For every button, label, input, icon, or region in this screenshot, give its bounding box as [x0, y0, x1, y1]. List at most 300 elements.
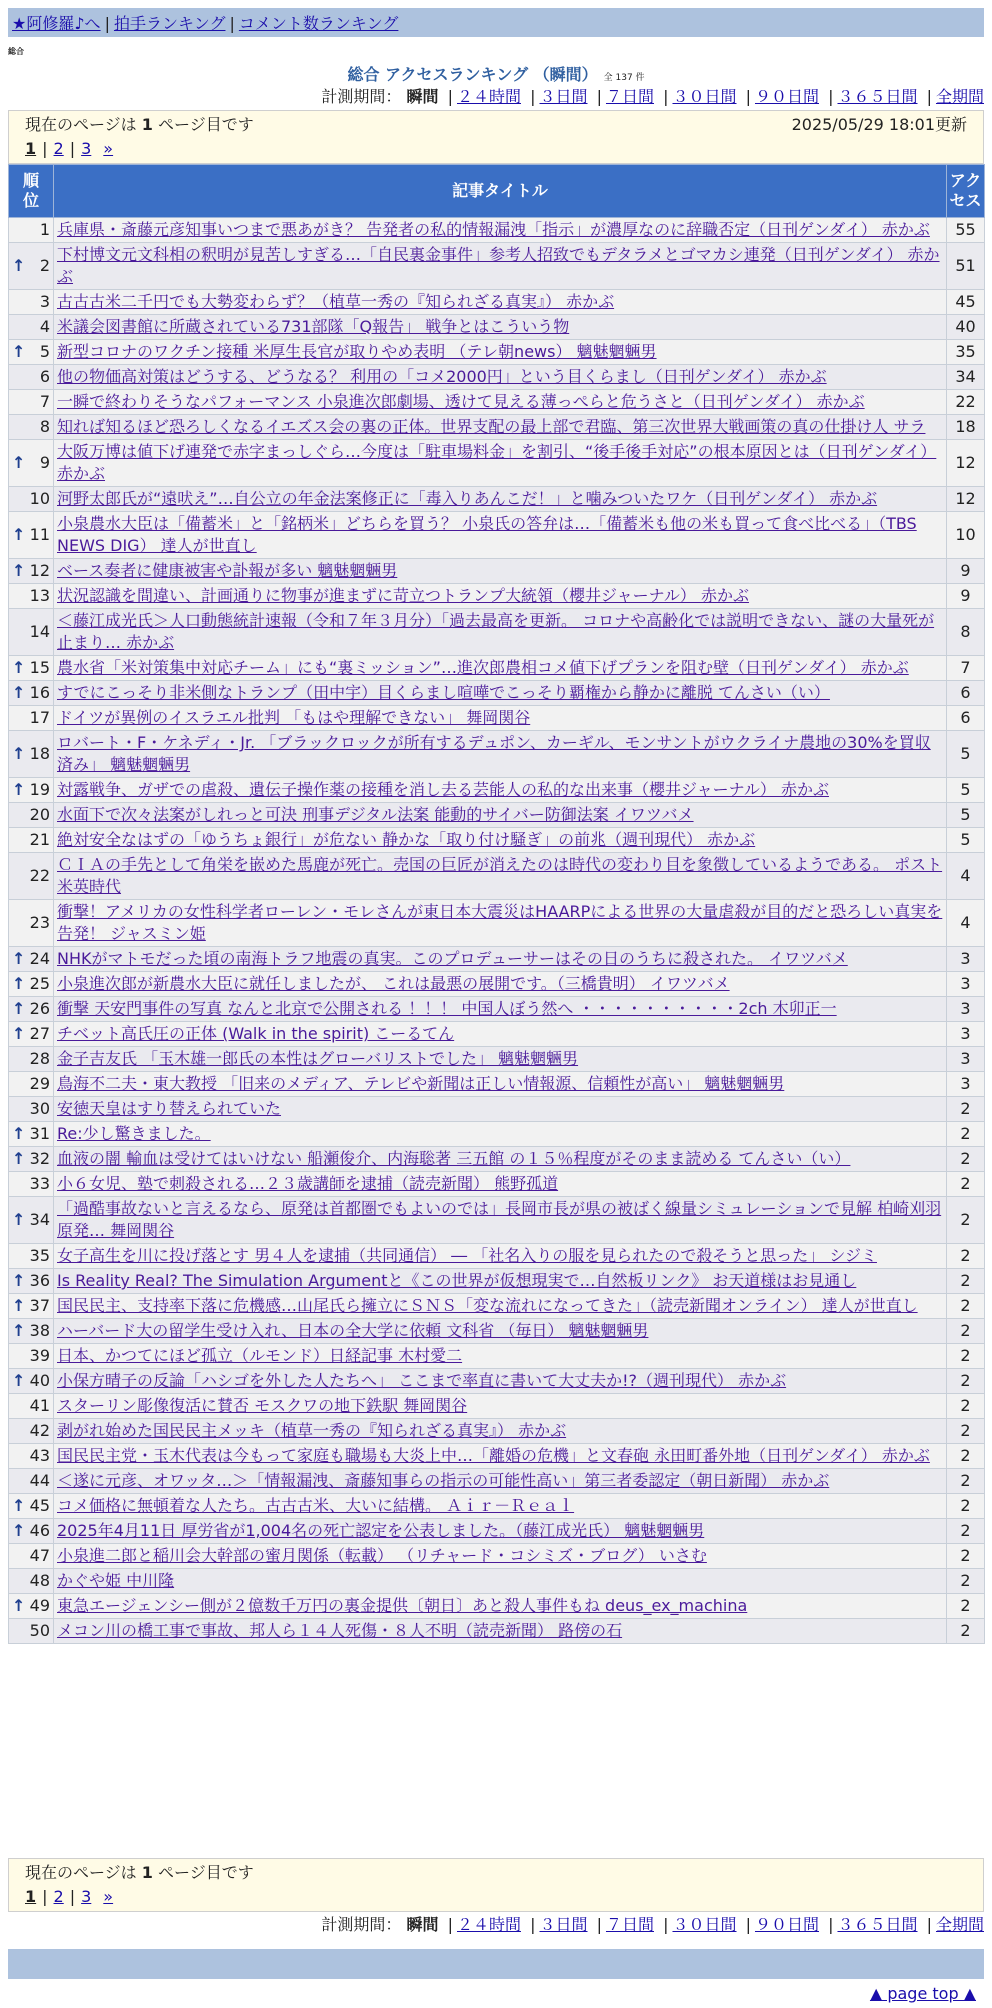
total-count: 全 137 件 [603, 73, 645, 83]
rank-up-arrow-icon: ↑ [12, 744, 26, 763]
rank-cell [9, 1319, 54, 1344]
access-count-cell: 2 [947, 1394, 985, 1419]
rank-number: 22 [29, 866, 50, 885]
access-count-cell: 3 [947, 1047, 985, 1072]
rank-up-arrow-icon: ↑ [12, 683, 26, 702]
rank-number: 36 [29, 1271, 50, 1290]
access-count-cell: 4 [947, 900, 985, 947]
rank-cell [9, 1244, 54, 1269]
pager-prefix: 現在のページは [25, 1863, 137, 1882]
top-nav-bar [8, 8, 984, 37]
rank-cell [9, 947, 54, 972]
period-separator: | [447, 87, 453, 106]
ranking-row [9, 1197, 985, 1244]
title-cell [54, 1494, 947, 1519]
ranking-row [9, 1047, 985, 1072]
pager-separator: | [69, 139, 76, 158]
rank-up-arrow-icon: ↑ [12, 1321, 26, 1340]
period-link-30d[interactable]: ３０日間 [672, 1915, 737, 1934]
rank-cell [9, 1394, 54, 1419]
rank-up-arrow-icon: ↑ [12, 1371, 26, 1390]
ranking-row [9, 1294, 985, 1319]
access-count-cell: 9 [947, 559, 985, 584]
rank-number: 6 [39, 367, 50, 386]
access-count-cell: 5 [947, 828, 985, 853]
access-count-cell: 2 [947, 1122, 985, 1147]
access-count-cell: 2 [947, 1244, 985, 1269]
period-separator: | [447, 1915, 453, 1934]
article-title-link[interactable]: 兵庫県・斎藤元彦知事いつまで悪あがき？ 告発者の私的情報漏洩「指示」が濃厚なのに辞職否定（日刊ゲンダイ） 赤かぶ [57, 220, 930, 239]
title-cell [54, 1072, 947, 1097]
title-cell [54, 218, 947, 243]
ranking-row [9, 803, 985, 828]
access-count-cell: 2 [947, 1469, 985, 1494]
article-title-link[interactable]: 小保方晴子の反論「ハシゴを外した人たちへ」 ここまで率直に書いて大丈夫か!?（週刊現代） 赤かぶ [57, 1371, 787, 1390]
article-title-link[interactable]: 米議会図書館に所蔵されている731部隊「Q報告」 戦争とはこういう物 [57, 317, 570, 336]
title-cell [54, 731, 947, 778]
access-count-cell: 2 [947, 1269, 985, 1294]
ranking-row [9, 1469, 985, 1494]
access-count-cell: 7 [947, 656, 985, 681]
article-title-link[interactable]: 知れば知るほど恐ろしくなるイエズス会の裏の正体。世界支配の最上部で君臨、第三次世界大戦画策の真の仕掛け人 サラ [57, 417, 926, 436]
rank-number: 37 [29, 1296, 50, 1315]
access-count-cell: 8 [947, 609, 985, 656]
rank-number: 7 [39, 392, 50, 411]
rank-up-arrow-icon: ↑ [12, 1296, 26, 1315]
ranking-row [9, 559, 985, 584]
article-title-link[interactable]: ＜藤江成光氏＞人口動態統計速報（令和７年３月分）「過去最高を更新。 コロナや高齢化では説明できない、謎の大量死が止まり… 赤かぶ [57, 611, 935, 652]
page-current: 1 [25, 139, 37, 158]
rank-number: 48 [29, 1571, 50, 1590]
page-link-2[interactable]: 2 [53, 1887, 64, 1906]
ranking-row [9, 440, 985, 487]
rank-cell [9, 1444, 54, 1469]
period-link-365d[interactable]: ３６５日間 [837, 1915, 918, 1934]
period-link-all[interactable]: 全期間 [935, 1915, 984, 1934]
rank-cell [9, 853, 54, 900]
rank-up-arrow-icon: ↑ [12, 1496, 26, 1515]
access-count-cell: 2 [947, 1544, 985, 1569]
period-link-3d[interactable]: ３日間 [539, 87, 588, 106]
period-link-7d[interactable]: ７日間 [605, 1915, 654, 1934]
period-separator: | [596, 1915, 602, 1934]
article-title-link[interactable]: 下村博文元文科相の釈明が見苦しすぎる…「自民裏金事件」参考人招致でもデタラメとゴマカシ連発（日刊ゲンダイ） 赤かぶ [57, 245, 940, 286]
rank-number: 31 [29, 1124, 50, 1143]
ranking-row [9, 1022, 985, 1047]
access-count-cell: 5 [947, 731, 985, 778]
article-title-link[interactable]: 国民民主、支持率下落に危機感…山尾氏ら擁立にＳＮＳ「変な流れになってきた」（読売新聞オンライン） 達人が世直し [57, 1296, 918, 1315]
article-title-link[interactable]: 国民民主党・玉木代表は今もって家庭も職場も大炎上中…「離婚の危機」と文春砲 永田町番外地（日刊ゲンダイ） 赤かぶ [57, 1446, 930, 1465]
rank-number: 12 [29, 561, 50, 580]
rank-up-arrow-icon: ↑ [12, 256, 26, 275]
title-cell [54, 1444, 947, 1469]
rank-number: 23 [29, 913, 50, 932]
rank-number: 16 [29, 683, 50, 702]
ranking-row [9, 1544, 985, 1569]
page-top-link[interactable]: ▲ page top ▲ [869, 1984, 976, 2003]
rank-cell [9, 1619, 54, 1644]
rank-cell [9, 1022, 54, 1047]
article-title-link[interactable]: ＣＩＡの手先として角栄を嵌めた馬鹿が死亡。売国の巨匠が消えたのは時代の変わり目を象徴しているようである。 ポスト米英時代 [57, 855, 943, 896]
rank-cell [9, 1122, 54, 1147]
access-count-cell: 3 [947, 1022, 985, 1047]
rank-cell [9, 1519, 54, 1544]
rank-number: 50 [29, 1621, 50, 1640]
period-current: 瞬間 [406, 1915, 439, 1934]
rank-up-arrow-icon: ↑ [12, 1149, 26, 1168]
rank-cell [9, 1269, 54, 1294]
rank-number: 8 [39, 417, 50, 436]
pager-status [25, 113, 967, 137]
page-next-link[interactable]: » [103, 139, 114, 158]
article-title-link[interactable]: 小泉進二郎と稲川会大幹部の蜜月関係（転載） （リチャード・コシミズ・ブログ） いさむ [57, 1546, 707, 1565]
pager-prefix: 現在のページは [25, 115, 137, 134]
article-title-link[interactable]: 2025年4月11日 厚労省が1,004名の死亡認定を公表しました。（藤江成光氏） 魑魅魍魎男 [57, 1521, 705, 1540]
article-title-link[interactable]: 新型コロナのワクチン接種 米厚生長官が取りやめ表明 （テレ朝news） 魑魅魍魎男 [57, 342, 657, 361]
article-title-link[interactable]: 古古古米二千円でも大勢変わらず？（植草一秀の『知られざる真実』） 赤かぶ [57, 292, 615, 311]
access-count-cell: 2 [947, 1594, 985, 1619]
rank-cell [9, 365, 54, 390]
article-title-link[interactable]: 衝撃 天安門事件の写真 なんと北京で公開される ！！！ 中国人ぼう然へ ・・・・・・・・・・2ch 木卯正一 [57, 999, 837, 1018]
rank-cell [9, 1419, 54, 1444]
access-count-cell: 2 [947, 1097, 985, 1122]
rank-cell [9, 778, 54, 803]
nav-separator: | [229, 14, 235, 33]
ranking-row [9, 778, 985, 803]
ranking-row [9, 656, 985, 681]
rank-cell [9, 972, 54, 997]
rank-cell [9, 218, 54, 243]
title-cell [54, 1197, 947, 1244]
rank-up-arrow-icon: ↑ [12, 1521, 26, 1540]
ranking-row [9, 1122, 985, 1147]
article-title-link[interactable]: ハーバード大の留学生受け入れ、日本の全大学に依頼 文科省 （毎日） 魑魅魍魎男 [57, 1321, 649, 1340]
period-label: 計測期間： [321, 87, 402, 106]
rank-number: 17 [29, 708, 50, 727]
rank-cell [9, 1494, 54, 1519]
ranking-row [9, 731, 985, 778]
rank-cell [9, 1569, 54, 1594]
rank-column-header: 順位 [9, 165, 54, 218]
rank-up-arrow-icon: ↑ [12, 1124, 26, 1143]
title-cell [54, 1172, 947, 1197]
page-title [0, 62, 992, 85]
rank-number: 14 [29, 622, 50, 641]
ranking-row [9, 706, 985, 731]
ranking-row [9, 390, 985, 415]
rank-cell [9, 415, 54, 440]
rank-cell [9, 487, 54, 512]
title-cell [54, 1022, 947, 1047]
rank-up-arrow-icon: ↑ [12, 342, 26, 361]
rank-cell [9, 1197, 54, 1244]
access-count-cell: 5 [947, 803, 985, 828]
pager-status [25, 1861, 967, 1885]
title-cell [54, 609, 947, 656]
period-link-90d[interactable]: ９０日間 [754, 1915, 819, 1934]
rank-up-arrow-icon: ↑ [12, 1596, 26, 1615]
rank-cell [9, 731, 54, 778]
article-title-link[interactable]: 大阪万博は値下げ連発で赤字まっしぐら…今度は「駐車場料金」を割引、“後手後手対応”の根本原因とは（日刊ゲンダイ） 赤かぶ [57, 442, 937, 483]
pager-separator: | [42, 1887, 48, 1906]
page-link-3[interactable]: 3 [81, 139, 92, 158]
rank-number: 29 [29, 1074, 50, 1093]
rank-cell [9, 1047, 54, 1072]
article-title-link[interactable]: 日本、かつてにほど孤立（ルモンド）日経記事 木村愛二 [57, 1346, 463, 1365]
title-cell [54, 1344, 947, 1369]
rank-number: 28 [29, 1049, 50, 1068]
article-title-link[interactable]: 鳥海不二夫・東大教授 「旧来のメディア、テレビや新聞は正しい情報源、信頼性が高い」 魑魅魍魎男 [57, 1074, 785, 1093]
ranking-row [9, 900, 985, 947]
access-count-cell: 45 [947, 290, 985, 315]
title-cell [54, 947, 947, 972]
article-title-link[interactable]: 東急エージェンシー側が２億数千万円の裏金提供〔朝日〕あと殺人事件もね deus_ex_machina [57, 1596, 748, 1615]
rank-up-arrow-icon: ↑ [12, 999, 26, 1018]
access-count-cell: 2 [947, 1419, 985, 1444]
title-cell [54, 340, 947, 365]
article-title-link[interactable]: ＜遂に元彦、オワッタ…＞「情報漏洩、斎藤知事らの指示の可能性高い」第三者委認定（朝日新聞） 赤かぶ [57, 1471, 830, 1490]
article-title-link[interactable]: 河野太郎氏が“遠吠え”…自公立の年金法案修正に「毒入りあんこだ！」と噛みついたワケ（日刊ゲンダイ） 赤かぶ [57, 489, 878, 508]
pager-suffix: ページ目です [158, 115, 254, 134]
pager-top [8, 110, 984, 164]
title-cell [54, 900, 947, 947]
access-count-cell: 2 [947, 1494, 985, 1519]
article-title-link[interactable]: 状況認識を間違い、計画通りに物事が進まずに苛立つトランプ大統領（櫻井ジャーナル） 赤かぶ [57, 586, 749, 605]
ranking-row [9, 415, 985, 440]
rank-cell [9, 290, 54, 315]
article-title-link[interactable]: ドイツが異例のイスラエル批判 「もはや理解できない」 舞岡関谷 [57, 708, 531, 727]
period-separator: | [745, 87, 751, 106]
rank-up-arrow-icon: ↑ [12, 658, 26, 677]
comment-ranking-link[interactable]: コメント数ランキング [238, 14, 399, 33]
page-next-link[interactable]: » [103, 1887, 114, 1906]
ranking-row [9, 1594, 985, 1619]
access-count-cell: 2 [947, 1172, 985, 1197]
period-link-24h[interactable]: ２４時間 [456, 1915, 521, 1934]
rank-number: 13 [29, 586, 50, 605]
rank-up-arrow-icon: ↑ [12, 561, 26, 580]
access-count-cell: 4 [947, 853, 985, 900]
pager-current-number: 1 [141, 115, 153, 134]
article-title-link[interactable]: Re:少し驚きました。 [57, 1124, 211, 1143]
period-separator: | [926, 87, 932, 106]
title-cell [54, 290, 947, 315]
period-link-7d[interactable]: ７日間 [605, 87, 654, 106]
article-title-link[interactable]: スターリン彫像復活に賛否 モスクワの地下鉄駅 舞岡関谷 [57, 1396, 468, 1415]
rank-cell [9, 340, 54, 365]
rank-up-arrow-icon: ↑ [12, 453, 26, 472]
pager-bottom [8, 1858, 984, 1912]
period-link-90d[interactable]: ９０日間 [754, 87, 819, 106]
article-title-link[interactable]: ロバート・F・ケネディ・Jr. 「ブラックロックが所有するデュポン、カーギル、モンサントがウクライナ農地の30%を買収済み」 魑魅魍魎男 [57, 733, 931, 774]
rank-cell [9, 1172, 54, 1197]
article-title-link[interactable]: コメ価格に無頓着な人たち。古古古米、大いに結構。 Ａｉｒ－Ｒｅａｌ [57, 1496, 575, 1515]
article-title-link[interactable]: 安徳天皇はすり替えられていた [57, 1099, 282, 1118]
access-count-cell: 2 [947, 1519, 985, 1544]
ranking-row [9, 972, 985, 997]
rank-up-arrow-icon: ↑ [12, 525, 26, 544]
rank-number: 25 [29, 974, 50, 993]
rank-number: 44 [29, 1471, 50, 1490]
access-count-cell: 2 [947, 1344, 985, 1369]
title-cell [54, 584, 947, 609]
article-title-link[interactable]: NHKがマトモだった頃の南海トラフ地震の真実。このプロデューサーはその日のうちに殺された。 イワツバメ [57, 949, 848, 968]
access-count-cell: 9 [947, 584, 985, 609]
access-count-cell: 2 [947, 1319, 985, 1344]
rank-cell [9, 584, 54, 609]
period-separator: | [530, 1915, 536, 1934]
page-link-3[interactable]: 3 [81, 1887, 92, 1906]
rank-number: 33 [29, 1174, 50, 1193]
rank-number: 39 [29, 1346, 50, 1365]
rank-number: 40 [29, 1371, 50, 1390]
period-separator: | [530, 87, 536, 106]
period-current: 瞬間 [406, 87, 439, 106]
ranking-row [9, 853, 985, 900]
rank-cell [9, 1544, 54, 1569]
applause-ranking-link[interactable]: 拍手ランキング [113, 14, 226, 33]
rank-cell [9, 609, 54, 656]
article-title-link[interactable]: 絶対安全なはずの「ゆうちょ銀行」が危ない 静かな「取り付け騒ぎ」の前兆（週刊現代） 赤かぶ [57, 830, 756, 849]
access-count-cell: 51 [947, 243, 985, 290]
rank-number: 47 [29, 1546, 50, 1565]
title-cell [54, 1097, 947, 1122]
article-title-link[interactable]: 金子吉友氏 「玉木雄一郎氏の本性はグローバリストでした」 魑魅魍魎男 [57, 1049, 579, 1068]
title-cell [54, 315, 947, 340]
rank-number: 19 [29, 780, 50, 799]
article-title-link[interactable]: ベース奏者に健康被害や訃報が多い 魑魅魍魎男 [57, 561, 398, 580]
access-count-cell: 6 [947, 706, 985, 731]
ranking-row [9, 243, 985, 290]
article-title-link[interactable]: チベット高氏圧の正体 (Walk in the spirit) こーるてん [57, 1024, 455, 1043]
ranking-row [9, 584, 985, 609]
article-title-link[interactable]: 小泉進次郎が新農水大臣に就任しましたが、 これは最悪の展開です。（三橋貴明） イワツバメ [57, 974, 730, 993]
title-cell [54, 778, 947, 803]
article-title-link[interactable]: 小泉農水大臣は「備蓄米」と「銘柄米」どちらを買う？ 小泉氏の答弁は…「備蓄米も他の米も買って食べ比べる」（TBS NEWS DIG） 達人が世直し [57, 514, 917, 555]
page-title-text: 総合 アクセスランキング （瞬間） [347, 65, 598, 84]
period-separator: | [828, 1915, 834, 1934]
rank-number: 42 [29, 1421, 50, 1440]
article-title-link[interactable]: Is Reality Real? The Simulation Argumentと《この世界が仮想現実で…自然板リンク》 お天道様はお見通し [57, 1271, 857, 1290]
article-title-link[interactable]: 一瞬で終わりそうなパフォーマンス 小泉進次郎劇場、透けて見える薄っぺらと危うさと（日刊ゲンダイ） 赤かぶ [57, 392, 865, 411]
period-separator: | [663, 1915, 669, 1934]
article-title-link[interactable]: 剥がれ始めた国民民主メッキ（植草一秀の『知られざる真実』） 赤かぶ [57, 1421, 567, 1440]
title-cell [54, 487, 947, 512]
title-cell [54, 1569, 947, 1594]
period-link-30d[interactable]: ３０日間 [672, 87, 737, 106]
access-count-cell: 2 [947, 1197, 985, 1244]
title-cell [54, 803, 947, 828]
title-cell [54, 390, 947, 415]
period-link-24h[interactable]: ２４時間 [456, 87, 521, 106]
access-count-cell: 2 [947, 1444, 985, 1469]
article-title-link[interactable]: 農水省「米対策集中対応チーム」にも“裏ミッション”…進次郎農相コメ値下げプランを阻む壁（日刊ゲンダイ） 赤かぶ [57, 658, 909, 677]
article-title-link[interactable]: 「過酷事故ないと言えるなら、原発は首都圏でもよいのでは」長岡市長が県の被ばく線量シミュレーションで見解 柏崎刈羽原発… 舞岡関谷 [57, 1199, 942, 1240]
page-link-2[interactable]: 2 [53, 139, 64, 158]
ranking-row [9, 609, 985, 656]
rank-number: 45 [29, 1496, 50, 1515]
article-title-link[interactable]: 血液の闇 輸血は受けてはいけない 船瀬俊介、内海聡著 三五館 の１５％程度がそのまま読める てんさい（い） [57, 1149, 851, 1168]
rank-number: 3 [39, 292, 50, 311]
title-cell [54, 656, 947, 681]
title-cell [54, 1594, 947, 1619]
home-link[interactable]: ★阿修羅♪へ [12, 14, 101, 33]
ranking-row [9, 487, 985, 512]
article-title-link[interactable]: 他の物価高対策はどうする、どうなる？ 利用の「コメ2000円」という目くらまし（日刊ゲンダイ） 赤かぶ [57, 367, 827, 386]
access-count-cell: 2 [947, 1619, 985, 1644]
access-count-cell: 34 [947, 365, 985, 390]
ranking-row [9, 1494, 985, 1519]
bottom-bar [8, 1949, 984, 1979]
title-cell [54, 1544, 947, 1569]
rank-number: 35 [29, 1246, 50, 1265]
title-cell [54, 1122, 947, 1147]
article-title-link[interactable]: メコン川の橋工事で事故、邦人ら１４人死傷・８人不明（読売新聞） 路傍の石 [57, 1621, 623, 1640]
title-cell [54, 1419, 947, 1444]
category-label: 総合 [8, 47, 24, 56]
title-cell [54, 1519, 947, 1544]
title-cell [54, 1319, 947, 1344]
title-cell [54, 365, 947, 390]
rank-up-arrow-icon: ↑ [12, 1271, 26, 1290]
access-count-cell: 12 [947, 440, 985, 487]
title-cell [54, 1369, 947, 1394]
rank-cell [9, 803, 54, 828]
rank-cell [9, 512, 54, 559]
rank-cell [9, 1594, 54, 1619]
rank-number: 21 [29, 830, 50, 849]
rank-cell [9, 681, 54, 706]
rank-number: 4 [39, 317, 50, 336]
period-link-3d[interactable]: ３日間 [539, 1915, 588, 1934]
title-cell [54, 415, 947, 440]
rank-cell [9, 656, 54, 681]
period-label: 計測期間： [321, 1915, 402, 1934]
article-title-link[interactable]: 衝撃！アメリカの女性科学者ローレン・モレさんが東日本大震災はHAARPによる世界の大量虐殺が目的だと恐ろしい真実を告発！ ジャスミン姫 [57, 902, 943, 943]
rank-up-arrow-icon: ↑ [12, 949, 26, 968]
period-separator: | [745, 1915, 751, 1934]
article-title-link[interactable]: かぐや姫 中川隆 [57, 1571, 175, 1590]
title-cell [54, 706, 947, 731]
rank-number: 20 [29, 805, 50, 824]
rank-number: 1 [39, 220, 50, 239]
article-title-link[interactable]: 対露戦争、ガザでの虐殺、遺伝子操作薬の接種を消し去る芸能人の私的な出来事（櫻井ジャーナル） 赤かぶ [57, 780, 829, 799]
rank-number: 38 [29, 1321, 50, 1340]
access-count-cell: 2 [947, 1569, 985, 1594]
rank-number: 11 [29, 525, 50, 544]
rank-cell [9, 997, 54, 1022]
period-link-all[interactable]: 全期間 [935, 87, 984, 106]
title-cell [54, 853, 947, 900]
rank-cell [9, 440, 54, 487]
period-link-365d[interactable]: ３６５日間 [837, 87, 918, 106]
rank-number: 46 [29, 1521, 50, 1540]
access-count-cell: 2 [947, 1147, 985, 1172]
ranking-row [9, 1619, 985, 1644]
access-count-cell: 22 [947, 390, 985, 415]
access-count-cell: 2 [947, 1369, 985, 1394]
rank-number: 41 [29, 1396, 50, 1415]
access-count-cell: 55 [947, 218, 985, 243]
ranking-table [8, 164, 985, 1644]
ranking-row [9, 1072, 985, 1097]
period-separator: | [596, 87, 602, 106]
article-title-link[interactable]: すでにこっそり非米側なトランプ（田中宇）目くらまし喧嘩でこっそり覇権から静かに離脱 てんさい（い） [57, 683, 830, 702]
access-count-cell: 40 [947, 315, 985, 340]
article-title-link[interactable]: 女子高生を川に投げ落とす 男４人を逮捕（共同通信） ― 「社名入りの服を見られたので殺そうと思った」 シジミ [57, 1246, 877, 1265]
article-title-link[interactable]: 小６女児、塾で刺殺される…２３歳講師を逮捕（読売新聞） 熊野孤道 [57, 1174, 559, 1193]
article-title-link[interactable]: 水面下で次々法案がしれっと可決 刑事デジタル法案 能動的サイバー防御法案 イワツバメ [57, 805, 694, 824]
